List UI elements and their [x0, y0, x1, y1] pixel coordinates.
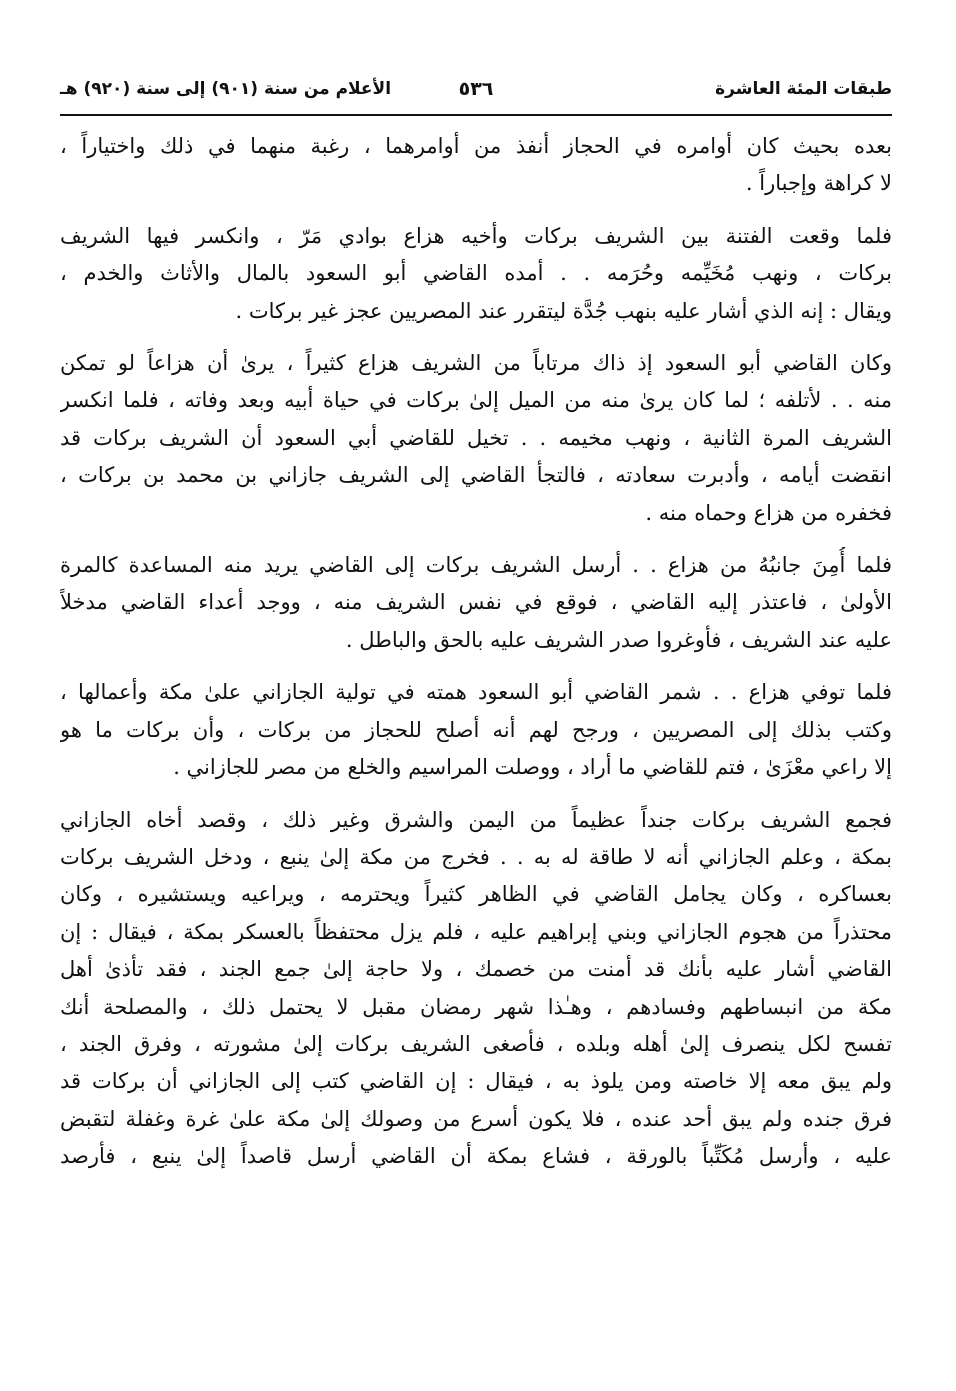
- text-line: إلا راعي معْزَىٰ ، فتم للقاضي ما أراد ، ووصلت المراسيم والخلع من مصر للجازاني .: [173, 755, 892, 780]
- page-number: ٥٣٦: [458, 78, 494, 100]
- text-line: الشريف المرة الثانية ، ونهب مخيمه . . تخيل للقاضي أبي السعود أن الشريف بركات قد: [60, 425, 892, 450]
- paragraph: [60, 218, 892, 330]
- text-line: وكتب بذلك إلى المصريين ، ورجح لهم أنه أصلح للحجاز من بركات ، وأن بركات ما هو: [60, 717, 892, 742]
- text-line: فلما أُمِنَ جانبُهُ من هزاع . . أرسل الشريف بركات إلى القاضي يريد منه المساعدة كالمرة: [60, 553, 892, 578]
- text-line: عليه ، وأرسل مُكَتِّباً بالورقة ، فشاع بمكة أن القاضي أرسل قاصداً إلىٰ ينبع ، فأرصد: [60, 1144, 892, 1169]
- text-line: عليه عند الشريف ، فأوغروا صدر الشريف عليه بالحق والباطل .: [345, 627, 892, 652]
- text-line: وكان القاضي أبو السعود إذ ذاك مرتاباً من الشريف هزاع كثيراً ، يرىٰ أن هزاعاً لو تمكن: [60, 351, 892, 376]
- text-line: ولم يبق معه إلا خاصته ومن يلوذ به ، فيقال : إن القاضي كتب إلى الجازاني أن بركات قد: [60, 1069, 892, 1094]
- paragraph: [60, 674, 892, 786]
- text-line: فرق جنده ولم يبق أحد عنده ، فلا يكون أسرع من وصولك إلىٰ مكة علىٰ غرة وغفلة لتقبض: [60, 1106, 892, 1131]
- text-line: انقضت أيامه ، وأدبرت سعادته ، فالتجأ القاضي إلى الشريف جازاني بن محمد بن بركات ،: [60, 463, 892, 488]
- text-line: مكة من انبساطهم وفسادهم ، وهـٰذا شهر رمضان مقبل لا يحتمل ذلك ، والمصلحة أنك: [60, 994, 892, 1019]
- text-line: بركات ، ونهب مُخَيِّمه وحُرَمه . . أمده القاضي أبو السعود بالمال والأثاث والخدم ،: [60, 261, 892, 286]
- text-line: بمكة ، وعلم الجازاني أنه لا طاقة له به . . فخرج من مكة إلىٰ ينبع ، ودخل الشريف بركات: [60, 844, 892, 869]
- paragraph: [60, 345, 892, 532]
- paragraph: [60, 802, 892, 1176]
- text-line: تفسح لكل ينصرف إلىٰ أهله وبلده ، فأصغى الشريف بركات إلىٰ مشورته ، وفرق الجند ،: [60, 1031, 892, 1056]
- text-line: بعده بحيث كان أوامره في الحجاز أنفذ من أوامرهما ، رغبة منهما في ذلك واختياراً ،: [60, 134, 892, 158]
- body-text: [60, 128, 892, 1191]
- text-line: منه . . لأتلفه ؛ لما كان يرىٰ منه من الميل إلىٰ بركات في حياة أبيه وبعد وفاته ، فلما انكسر: [60, 388, 892, 413]
- paragraph: [60, 547, 892, 659]
- text-line: محتذراً من هجوم الجازاني وبني إبراهيم عليه ، فلم يزل محتفظاً بالعسكر بمكة ، فيقال : إن: [60, 919, 892, 944]
- text-line: لا كراهة وإجباراً .: [745, 171, 892, 196]
- text-line: بعساكره ، وكان يجامل القاضي في الظاهر كثيراً ويحترمه ، ويراعيه ويستشيره ، وكان: [60, 882, 892, 907]
- text-line: فلما توفي هزاع . . شمر القاضي أبو السعود همته في تولية الجازاني علىٰ مكة وأعمالها ،: [60, 680, 892, 705]
- header-divider: [60, 114, 892, 116]
- running-header: [60, 78, 892, 112]
- paragraph: [60, 128, 892, 203]
- text-line: الأولىٰ ، فاعتذر إليه القاضي ، فوقع في نفس الشريف منه ، ووجد أعداء القاضي مدخلاً: [60, 590, 892, 615]
- text-line: فجمع الشريف بركات جنداً عظيماً من اليمن والشرق وغير ذلك ، وقصد أخاه الجازاني: [60, 807, 892, 832]
- text-line: ويقال : إنه الذي أشار عليه بنهب جُدَّة ليتقرر عند المصريين عجز غير بركات .: [235, 298, 892, 323]
- section-title: الأعلام من سنة (٩٠١) إلى سنة (٩٢٠) هـ: [60, 79, 392, 99]
- book-title: طبقات المئة العاشرة: [715, 79, 892, 99]
- text-line: فلما وقعت الفتنة بين الشريف بركات وأخيه هزاع بوادي مَرّ ، وانكسر فيها الشريف: [60, 223, 892, 248]
- text-line: فخفره من هزاع وحماه منه .: [645, 500, 892, 525]
- text-line: القاضي أشار عليه بأنك قد أمنت من خصمك ، ولا حاجة إلىٰ جمع الجند ، فقد تأذىٰ أهل: [60, 957, 892, 982]
